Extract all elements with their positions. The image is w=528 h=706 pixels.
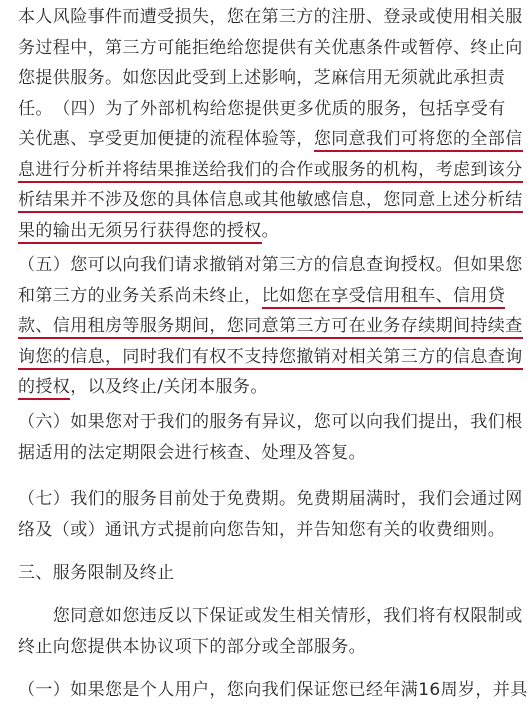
underlined-text: 息进行分析并将结果推送给我们的合作或服务的机构，考虑到该分 — [18, 160, 523, 183]
paragraph-clause-six-objection — [18, 407, 523, 468]
section-heading-service-restriction — [18, 558, 486, 589]
text-line: （一）如果您是个人用户，您向我们保证您已经年满16周岁，并具 — [18, 680, 528, 700]
paragraph-clause-seven-free-period — [18, 484, 523, 545]
text-line: （五）您可以向我们请求撤销对第三方的信息查询授权。但如果您 — [18, 255, 523, 275]
text-line: （六）如果您对于我们的服务有异议，您可以向我们提出，我们根 — [18, 412, 523, 432]
text-line: （七）我们的服务目前处于免费期。免费期届满时，我们会通过网 — [18, 489, 523, 509]
text-line: 您同意如您违反以下保证或发生相关情形，我们将有权限制或 — [18, 606, 523, 626]
text-line: 据适用的法定期限会进行核查、处理及答复。 — [18, 442, 366, 463]
underlined-text: 询您的信息，同时我们有权不支持您撤销对相关第三方的信息查询 — [18, 347, 523, 370]
underlined-text: 果的输出无须另行获得您的授权 — [18, 221, 262, 244]
paragraph-age-guarantee — [18, 675, 528, 706]
heading-text: 三、服务限制及终止 — [18, 563, 175, 583]
text-line — [18, 185, 523, 216]
text-line: 络及（或）通讯方式提前向您告知，并告知您有关的收费细则。 — [18, 519, 506, 540]
text-line: 本人风险事件而遭受损失，您在第三方的注册、登录或使用相关服 — [18, 7, 523, 27]
paragraph-risk-events — [18, 2, 523, 124]
text-line: 您提供服务。如您因此受到上述影响，芝麻信用无须就此承担责 — [18, 68, 506, 88]
paragraph-violation-terms — [18, 601, 523, 662]
text-segment: 和第三方的业务关系尚未终止， — [18, 285, 262, 306]
text-line — [18, 216, 486, 247]
text-line: 终止向您提供本协议项下的部分或全部服务。 — [18, 636, 366, 657]
text-line — [18, 372, 486, 403]
text-line — [18, 342, 523, 373]
text-line — [18, 281, 506, 312]
text-line: 任。 （四）为了外部机构给您提供更多优质的服务，包括享受有 — [18, 98, 506, 119]
text-line — [18, 124, 523, 155]
paragraph-clause-four-consent — [18, 124, 523, 246]
text-segment: 。 — [261, 220, 280, 241]
underlined-text: 的授权 — [18, 377, 70, 400]
text-line — [18, 311, 523, 342]
underlined-text: 比如您在享受信用租车、信用贷 — [262, 286, 506, 309]
underlined-text: 您同意我们可将您的全部信 — [314, 129, 523, 152]
text-line: 务过程中，第三方可能拒绝给您提供有关优惠条件或暂停、终止向 — [18, 37, 523, 58]
text-line — [18, 155, 523, 186]
underlined-text: 款、信用租房等服务期间，您同意第三方可在业务存续期间持续查 — [18, 316, 523, 339]
text-segment: ，以及终止/关闭本服务。 — [70, 377, 268, 397]
paragraph-clause-five-revoke — [18, 250, 523, 403]
underlined-text: 析结果并不涉及您的具体信息或其他敏感信息，您同意上述分析结 — [18, 190, 523, 213]
text-segment: 关优惠、享受更加便捷的流程体验等， — [18, 129, 314, 149]
